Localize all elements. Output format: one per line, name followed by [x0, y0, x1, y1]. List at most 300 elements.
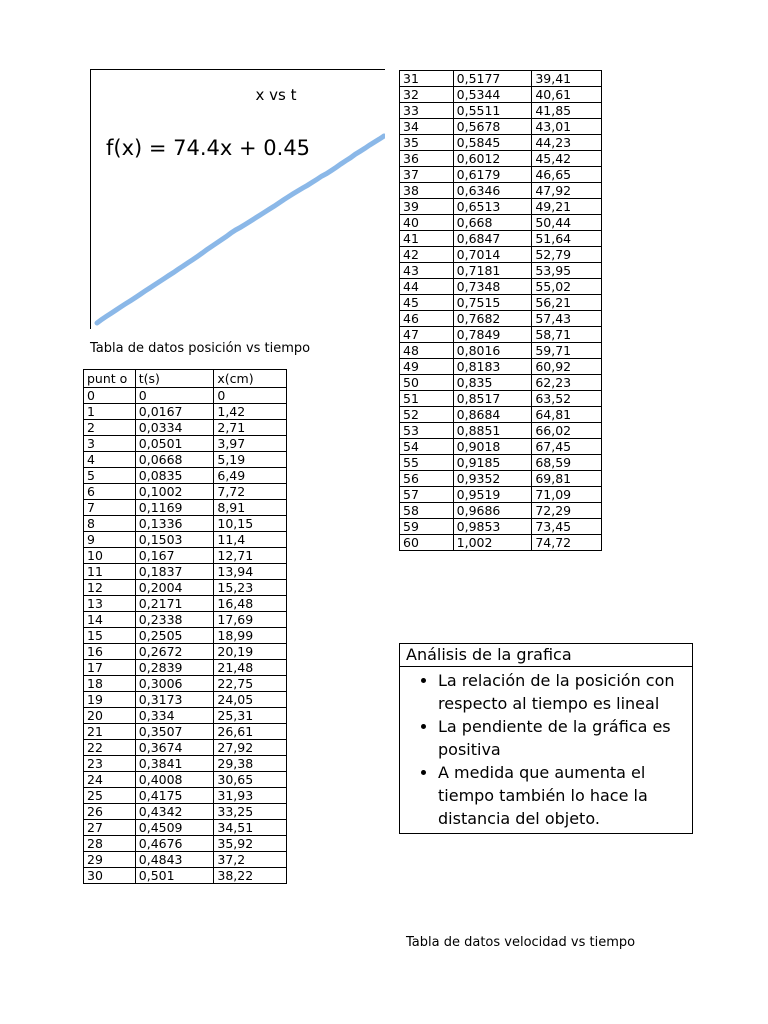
- cell-punto: 60: [400, 535, 454, 551]
- cell-position: 40,61: [532, 87, 602, 103]
- cell-position: 52,79: [532, 247, 602, 263]
- cell-time: 0,6847: [453, 231, 532, 247]
- table-row: [84, 660, 287, 676]
- cell-position: 74,72: [532, 535, 602, 551]
- cell-time: 0,1336: [135, 516, 214, 532]
- cell-position: 47,92: [532, 183, 602, 199]
- cell-time: 0,7348: [453, 279, 532, 295]
- cell-punto: 50: [400, 375, 454, 391]
- position-table-part-1: [83, 369, 287, 884]
- table-row: [84, 868, 287, 884]
- cell-time: 0,4676: [135, 836, 214, 852]
- cell-punto: 42: [400, 247, 454, 263]
- header-punto: punt o: [84, 370, 136, 388]
- cell-position: 24,05: [214, 692, 287, 708]
- cell-position: 25,31: [214, 708, 287, 724]
- table-row: [400, 503, 602, 519]
- cell-position: 66,02: [532, 423, 602, 439]
- cell-punto: 56: [400, 471, 454, 487]
- table-row: [400, 119, 602, 135]
- cell-punto: 43: [400, 263, 454, 279]
- cell-position: 6,49: [214, 468, 287, 484]
- cell-position: 53,95: [532, 263, 602, 279]
- cell-position: 10,15: [214, 516, 287, 532]
- cell-time: 0,3674: [135, 740, 214, 756]
- cell-punto: 40: [400, 215, 454, 231]
- cell-position: 56,21: [532, 295, 602, 311]
- cell-time: 0,2338: [135, 612, 214, 628]
- data-point: [186, 261, 190, 265]
- cell-position: 64,81: [532, 407, 602, 423]
- table-row: [84, 676, 287, 692]
- cell-position: 46,65: [532, 167, 602, 183]
- table-row: [400, 439, 602, 455]
- cell-punto: 6: [84, 484, 136, 500]
- cell-position: 57,43: [532, 311, 602, 327]
- cell-time: 0,5845: [453, 135, 532, 151]
- cell-position: 11,4: [214, 532, 287, 548]
- data-point: [277, 201, 281, 205]
- cell-punto: 4: [84, 452, 136, 468]
- cell-position: 73,45: [532, 519, 602, 535]
- table-row: [84, 612, 287, 628]
- table-row: [84, 804, 287, 820]
- table-row: [84, 772, 287, 788]
- data-point: [377, 137, 381, 141]
- data-point: [167, 273, 171, 277]
- table-row: [84, 788, 287, 804]
- cell-time: 0,1169: [135, 500, 214, 516]
- cell-time: 0,6012: [453, 151, 532, 167]
- cell-position: 62,23: [532, 375, 602, 391]
- cell-position: 27,92: [214, 740, 287, 756]
- cell-time: 0,3006: [135, 676, 214, 692]
- data-point: [339, 162, 343, 166]
- cell-punto: 44: [400, 279, 454, 295]
- data-point: [291, 192, 295, 196]
- cell-time: 0,6513: [453, 199, 532, 215]
- chart: [90, 69, 385, 329]
- data-point: [243, 222, 247, 226]
- table-row: [400, 71, 602, 87]
- cell-punto: 7: [84, 500, 136, 516]
- data-point: [176, 267, 180, 271]
- cell-punto: 49: [400, 359, 454, 375]
- table-row: [84, 468, 287, 484]
- table-row: [84, 404, 287, 420]
- table-row: [400, 199, 602, 215]
- cell-position: 22,75: [214, 676, 287, 692]
- data-point: [324, 171, 328, 175]
- data-point: [133, 295, 137, 299]
- table-row: [84, 628, 287, 644]
- table-row: [400, 247, 602, 263]
- cell-time: 0,1002: [135, 484, 214, 500]
- data-point: [104, 314, 108, 318]
- cell-position: 8,91: [214, 500, 287, 516]
- data-point: [119, 305, 123, 309]
- cell-time: 0: [135, 388, 214, 404]
- cell-position: 69,81: [532, 471, 602, 487]
- table-row: [400, 151, 602, 167]
- table-row: [400, 311, 602, 327]
- data-point: [358, 149, 362, 153]
- data-point: [272, 204, 276, 208]
- cell-punto: 35: [400, 135, 454, 151]
- table-row: [400, 231, 602, 247]
- cell-punto: 20: [84, 708, 136, 724]
- cell-time: 0,4175: [135, 788, 214, 804]
- data-point: [353, 152, 357, 156]
- table-row: [84, 564, 287, 580]
- analysis-item: • La relación de la posición con respecto al tiempo es lineal: [438, 669, 684, 715]
- cell-punto: 18: [84, 676, 136, 692]
- table-row: [84, 836, 287, 852]
- cell-position: 71,09: [532, 487, 602, 503]
- cell-time: 0,5344: [453, 87, 532, 103]
- cell-punto: 1: [84, 404, 136, 420]
- cell-punto: 5: [84, 468, 136, 484]
- table-row: [400, 455, 602, 471]
- data-point: [124, 302, 128, 306]
- cell-time: 0,2672: [135, 644, 214, 660]
- cell-punto: 57: [400, 487, 454, 503]
- cell-time: 0,9185: [453, 455, 532, 471]
- cell-time: 0,7515: [453, 295, 532, 311]
- data-point: [334, 165, 338, 169]
- analysis-title: Análisis de la grafica: [400, 644, 692, 667]
- cell-punto: 23: [84, 756, 136, 772]
- table-row: [84, 756, 287, 772]
- analysis-list: [400, 667, 692, 833]
- data-point: [315, 177, 319, 181]
- cell-position: 29,38: [214, 756, 287, 772]
- table-row: [400, 359, 602, 375]
- data-point: [348, 156, 352, 160]
- cell-punto: 28: [84, 836, 136, 852]
- data-point: [363, 146, 367, 150]
- cell-position: 50,44: [532, 215, 602, 231]
- table-row: [400, 87, 602, 103]
- table-row: [84, 708, 287, 724]
- caption-position-table: Tabla de datos posición vs tiempo: [90, 341, 311, 356]
- table-row: [400, 183, 602, 199]
- table-row: [84, 548, 287, 564]
- data-point: [329, 168, 333, 172]
- table-row: [400, 535, 602, 551]
- cell-time: 1,002: [453, 535, 532, 551]
- cell-punto: 58: [400, 503, 454, 519]
- cell-position: 63,52: [532, 391, 602, 407]
- cell-position: 1,42: [214, 404, 287, 420]
- data-point: [305, 183, 309, 187]
- cell-position: 7,72: [214, 484, 287, 500]
- data-point: [143, 289, 147, 293]
- cell-time: 0,0167: [135, 404, 214, 420]
- cell-punto: 32: [400, 87, 454, 103]
- data-point: [157, 280, 161, 284]
- table-row: [84, 452, 287, 468]
- cell-punto: 21: [84, 724, 136, 740]
- cell-position: 68,59: [532, 455, 602, 471]
- cell-time: 0,5678: [453, 119, 532, 135]
- table-row: [84, 580, 287, 596]
- cell-position: 18,99: [214, 628, 287, 644]
- data-point: [214, 241, 218, 245]
- cell-time: 0,4843: [135, 852, 214, 868]
- data-point: [224, 234, 228, 238]
- cell-position: 35,92: [214, 836, 287, 852]
- cell-punto: 39: [400, 199, 454, 215]
- cell-position: 20,19: [214, 644, 287, 660]
- cell-time: 0,9853: [453, 519, 532, 535]
- cell-time: 0,9519: [453, 487, 532, 503]
- table-row: [84, 596, 287, 612]
- cell-punto: 13: [84, 596, 136, 612]
- cell-time: 0,1503: [135, 532, 214, 548]
- data-point: [210, 244, 214, 248]
- cell-punto: 54: [400, 439, 454, 455]
- cell-position: 43,01: [532, 119, 602, 135]
- header-position: x(cm): [214, 370, 287, 388]
- cell-position: 51,64: [532, 231, 602, 247]
- cell-time: 0,9352: [453, 471, 532, 487]
- cell-time: 0,3173: [135, 692, 214, 708]
- cell-time: 0,7682: [453, 311, 532, 327]
- position-table-part-2: [399, 70, 602, 551]
- data-point: [219, 238, 223, 242]
- cell-position: 12,71: [214, 548, 287, 564]
- table-row: [400, 135, 602, 151]
- data-point: [171, 270, 175, 274]
- cell-time: 0,0334: [135, 420, 214, 436]
- cell-position: 44,23: [532, 135, 602, 151]
- table-row: [400, 471, 602, 487]
- cell-position: 67,45: [532, 439, 602, 455]
- cell-position: 5,19: [214, 452, 287, 468]
- header-time: t(s): [135, 370, 214, 388]
- table-row: [400, 263, 602, 279]
- cell-punto: 46: [400, 311, 454, 327]
- cell-time: 0,501: [135, 868, 214, 884]
- cell-position: 2,71: [214, 420, 287, 436]
- cell-punto: 26: [84, 804, 136, 820]
- chart-plot: [91, 70, 385, 329]
- cell-punto: 14: [84, 612, 136, 628]
- cell-punto: 38: [400, 183, 454, 199]
- cell-time: 0,8684: [453, 407, 532, 423]
- cell-time: 0,5511: [453, 103, 532, 119]
- cell-punto: 33: [400, 103, 454, 119]
- cell-time: 0,0668: [135, 452, 214, 468]
- table-row: [84, 692, 287, 708]
- cell-punto: 27: [84, 820, 136, 836]
- cell-punto: 51: [400, 391, 454, 407]
- cell-punto: 22: [84, 740, 136, 756]
- cell-position: 21,48: [214, 660, 287, 676]
- data-point: [114, 308, 118, 312]
- cell-punto: 45: [400, 295, 454, 311]
- cell-time: 0,7014: [453, 247, 532, 263]
- table-row: [84, 740, 287, 756]
- cell-punto: 36: [400, 151, 454, 167]
- data-point: [109, 311, 113, 315]
- table-row: [400, 423, 602, 439]
- cell-time: 0,4008: [135, 772, 214, 788]
- cell-punto: 9: [84, 532, 136, 548]
- data-point: [191, 258, 195, 262]
- cell-position: 55,02: [532, 279, 602, 295]
- data-point: [281, 198, 285, 202]
- table-row: [400, 519, 602, 535]
- cell-time: 0,0835: [135, 468, 214, 484]
- table-row: [84, 500, 287, 516]
- data-point: [147, 286, 151, 290]
- data-point: [138, 292, 142, 296]
- data-point: [296, 189, 300, 193]
- cell-position: 41,85: [532, 103, 602, 119]
- cell-time: 0,2505: [135, 628, 214, 644]
- cell-time: 0,8183: [453, 359, 532, 375]
- data-point: [262, 210, 266, 214]
- data-point: [100, 317, 104, 321]
- cell-time: 0,668: [453, 215, 532, 231]
- table-row: [84, 644, 287, 660]
- analysis-item: • La pendiente de la gráfica es positiva: [438, 715, 684, 761]
- data-point: [253, 216, 257, 220]
- table-row: [400, 391, 602, 407]
- cell-punto: 19: [84, 692, 136, 708]
- cell-time: 0,7849: [453, 327, 532, 343]
- cell-punto: 47: [400, 327, 454, 343]
- cell-punto: 8: [84, 516, 136, 532]
- cell-time: 0,835: [453, 375, 532, 391]
- cell-punto: 53: [400, 423, 454, 439]
- cell-time: 0,9686: [453, 503, 532, 519]
- table-row: [84, 516, 287, 532]
- table-header-row: [84, 370, 287, 388]
- cell-position: 49,21: [532, 199, 602, 215]
- cell-position: 31,93: [214, 788, 287, 804]
- cell-time: 0,8016: [453, 343, 532, 359]
- data-point: [95, 321, 99, 325]
- cell-position: 26,61: [214, 724, 287, 740]
- cell-position: 13,94: [214, 564, 287, 580]
- data-point: [152, 283, 156, 287]
- cell-punto: 10: [84, 548, 136, 564]
- cell-time: 0,8517: [453, 391, 532, 407]
- cell-punto: 2: [84, 420, 136, 436]
- cell-punto: 59: [400, 519, 454, 535]
- data-point: [205, 247, 209, 251]
- table-row: [84, 436, 287, 452]
- cell-time: 0,0501: [135, 436, 214, 452]
- data-point: [286, 195, 290, 199]
- cell-position: 16,48: [214, 596, 287, 612]
- cell-position: 30,65: [214, 772, 287, 788]
- cell-time: 0,6346: [453, 183, 532, 199]
- cell-time: 0,2004: [135, 580, 214, 596]
- data-point: [238, 225, 242, 229]
- data-point: [320, 174, 324, 178]
- cell-time: 0,2839: [135, 660, 214, 676]
- table-row: [400, 167, 602, 183]
- cell-position: 39,41: [532, 71, 602, 87]
- cell-time: 0,6179: [453, 167, 532, 183]
- cell-time: 0,9018: [453, 439, 532, 455]
- cell-position: 0: [214, 388, 287, 404]
- cell-position: 60,92: [532, 359, 602, 375]
- table-row: [84, 388, 287, 404]
- caption-velocity-table: Tabla de datos velocidad vs tiempo: [406, 935, 636, 950]
- cell-punto: 24: [84, 772, 136, 788]
- cell-punto: 41: [400, 231, 454, 247]
- data-point: [367, 143, 371, 147]
- data-point: [301, 186, 305, 190]
- cell-position: 45,42: [532, 151, 602, 167]
- cell-time: 0,334: [135, 708, 214, 724]
- data-point: [267, 207, 271, 211]
- analysis-box: [399, 643, 693, 834]
- cell-position: 3,97: [214, 436, 287, 452]
- cell-position: 37,2: [214, 852, 287, 868]
- cell-punto: 34: [400, 119, 454, 135]
- data-point: [162, 277, 166, 281]
- table-row: [400, 279, 602, 295]
- table-row: [84, 420, 287, 436]
- cell-punto: 48: [400, 343, 454, 359]
- table-row: [84, 724, 287, 740]
- table-row: [400, 487, 602, 503]
- cell-punto: 55: [400, 455, 454, 471]
- cell-punto: 17: [84, 660, 136, 676]
- cell-time: 0,3841: [135, 756, 214, 772]
- table-row: [84, 820, 287, 836]
- chart-title: x vs t: [255, 86, 297, 104]
- cell-position: 58,71: [532, 327, 602, 343]
- cell-punto: 15: [84, 628, 136, 644]
- cell-punto: 16: [84, 644, 136, 660]
- table-row: [400, 375, 602, 391]
- analysis-item: • A medida que aumenta el tiempo también lo hace la distancia del objeto.: [438, 761, 684, 830]
- data-point: [372, 140, 376, 144]
- cell-punto: 31: [400, 71, 454, 87]
- data-point: [344, 159, 348, 163]
- data-point: [181, 264, 185, 268]
- cell-time: 0,5177: [453, 71, 532, 87]
- table-row: [84, 484, 287, 500]
- cell-time: 0,3507: [135, 724, 214, 740]
- cell-punto: 29: [84, 852, 136, 868]
- data-point: [248, 219, 252, 223]
- data-point: [200, 251, 204, 255]
- cell-position: 59,71: [532, 343, 602, 359]
- cell-time: 0,2171: [135, 596, 214, 612]
- table-row: [400, 407, 602, 423]
- table-row: [400, 295, 602, 311]
- data-point: [128, 299, 132, 303]
- table-row: [400, 343, 602, 359]
- cell-position: 72,29: [532, 503, 602, 519]
- data-point: [234, 228, 238, 232]
- trendline-equation: f(x) = 74.4x + 0.45: [106, 136, 311, 160]
- cell-position: 34,51: [214, 820, 287, 836]
- data-point: [195, 254, 199, 258]
- cell-time: 0,4509: [135, 820, 214, 836]
- cell-position: 17,69: [214, 612, 287, 628]
- table-row: [400, 103, 602, 119]
- cell-punto: 0: [84, 388, 136, 404]
